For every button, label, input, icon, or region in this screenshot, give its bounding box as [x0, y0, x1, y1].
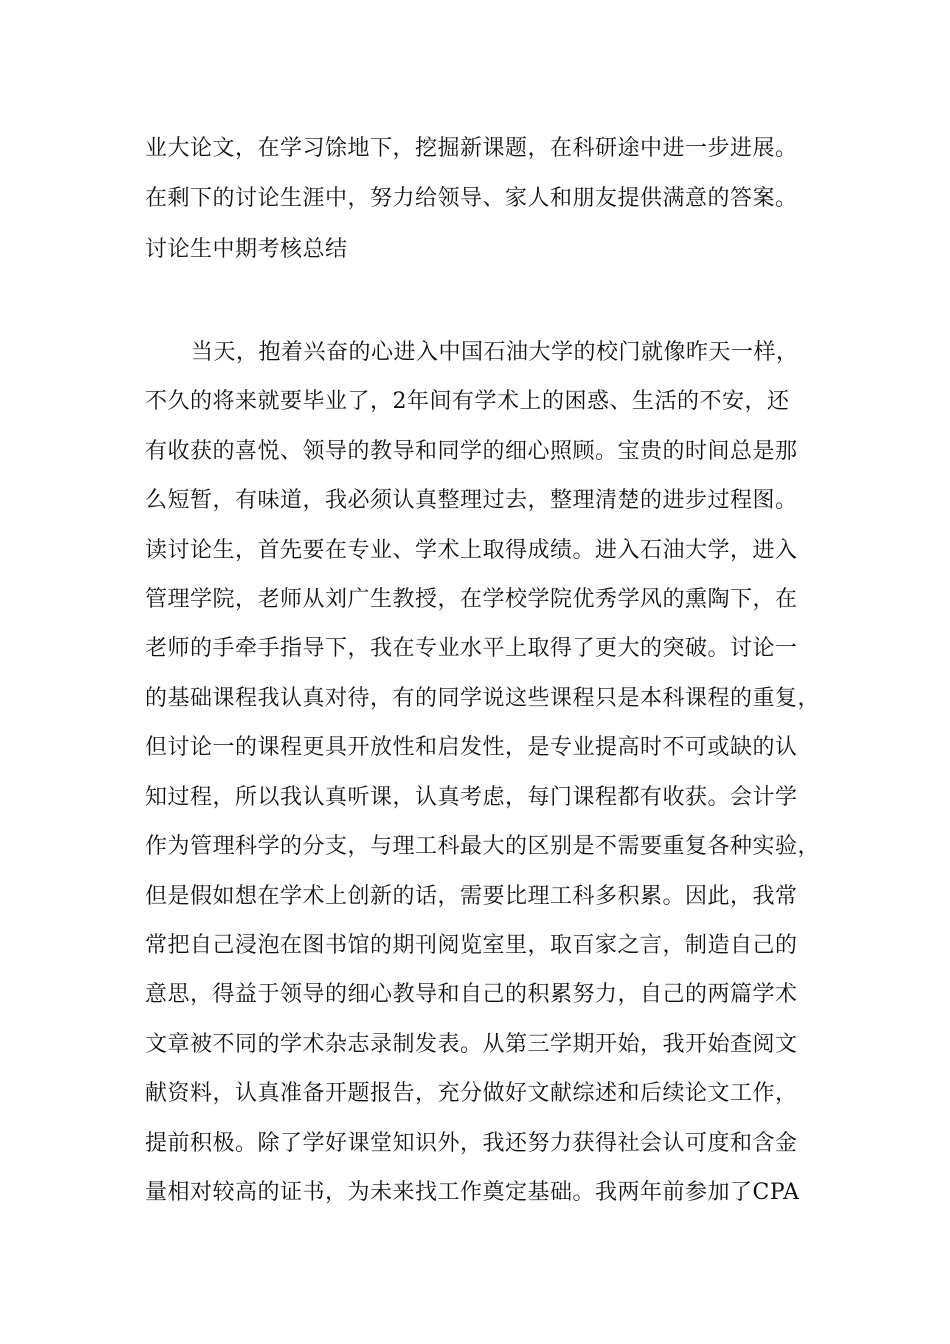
- paragraph-line-12: 但是假如想在学术上创新的话，需要比理工科多积累。因此，我常: [145, 884, 798, 909]
- paragraph-line-6: 管理学院，老师从刘广生教授，在学校学院优秀学风的熏陶下，在: [145, 587, 798, 612]
- paragraph-line-11: 作为管理科学的分支，与理工科最大的区别是不需要重复各种实验，: [145, 834, 821, 859]
- paragraph-line-16: 献资料，认真准备开题报告，充分做好文献综述和后续论文工作，: [145, 1081, 798, 1106]
- paragraph-line-13: 常把自己浸泡在图书馆的期刊阅览室里，取百家之言，制造自己的: [145, 933, 798, 958]
- paragraph-line-18: 量相对较高的证书，为未来找工作奠定基础。我两年前参加了CPA: [145, 1180, 800, 1205]
- paragraph-line-7: 老师的手牵手指导下，我在专业水平上取得了更大的突破。讨论一: [145, 636, 798, 661]
- text-line-2: 在剩下的讨论生涯中，努力给领导、家人和朋友提供满意的答案。: [145, 186, 798, 211]
- paragraph-line-17: 提前积极。除了学好课堂知识外，我还努力获得社会认可度和含金: [145, 1131, 798, 1156]
- paragraph-line-9: 但讨论一的课程更具开放性和启发性，是专业提高时不可或缺的认: [145, 735, 798, 760]
- section-heading: 讨论生中期考核总结: [145, 237, 348, 262]
- paragraph-line-8: 的基础课程我认真对待，有的同学说这些课程只是本科课程的重复，: [145, 686, 821, 711]
- paragraph-line-3: 有收获的喜悦、领导的教导和同学的细心照顾。宝贵的时间总是那: [145, 439, 798, 464]
- paragraph-line-14: 意思，得益于领导的细心教导和自己的积累努力，自己的两篇学术: [145, 982, 798, 1007]
- text-line-1: 业大论文，在学习馀地下，挖掘新课题，在科研途中进一步进展。: [145, 136, 798, 161]
- paragraph-line-15: 文章被不同的学术杂志录制发表。从第三学期开始，我开始查阅文: [145, 1032, 798, 1057]
- paragraph-line-4: 么短暂，有味道，我必须认真整理过去，整理清楚的进步过程图。: [145, 488, 798, 513]
- paragraph-line-10: 知过程，所以我认真听课，认真考虑，每门课程都有收获。会计学: [145, 785, 798, 810]
- paragraph-line-1: 当天，抱着兴奋的心进入中国石油大学的校门就像昨天一样，: [191, 340, 799, 365]
- paragraph-line-5: 读讨论生，首先要在专业、学术上取得成绩。进入石油大学，进入: [145, 538, 798, 563]
- paragraph-line-2: 不久的将来就要毕业了，2年间有学术上的困惑、生活的不安，还: [145, 389, 790, 414]
